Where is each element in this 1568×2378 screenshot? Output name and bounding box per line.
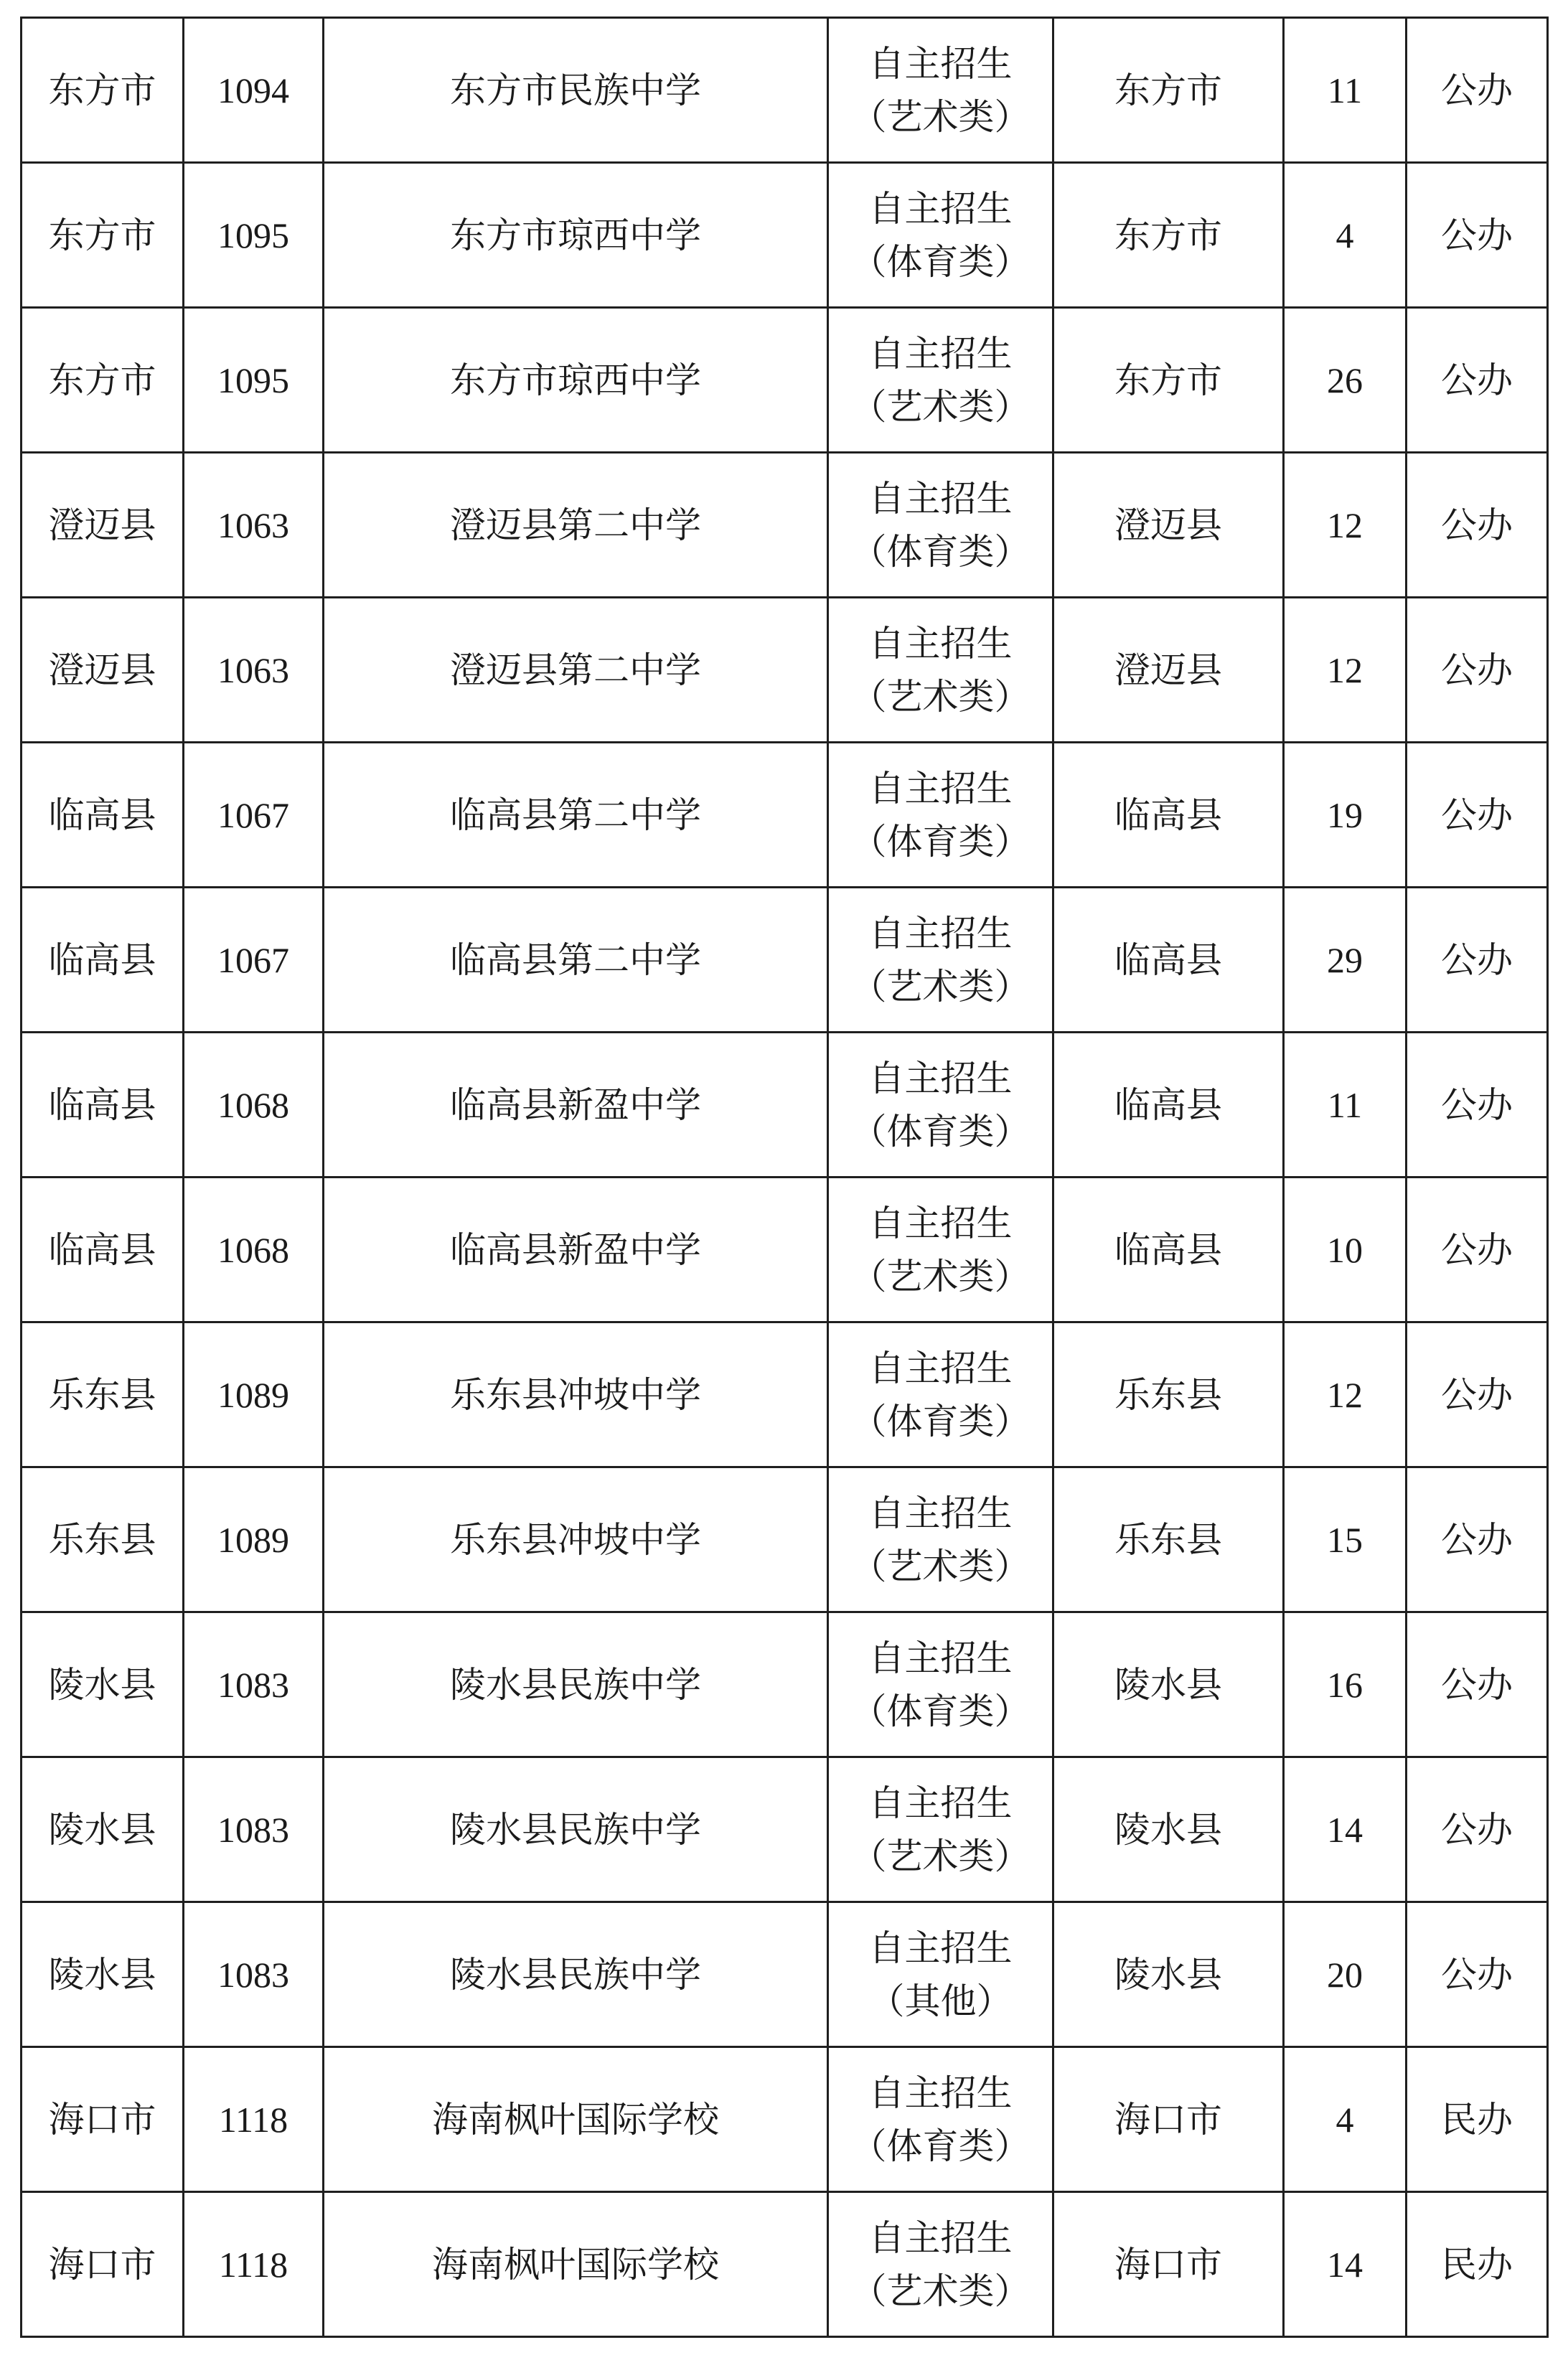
enrollment-area-cell: 乐东县 [1053, 1322, 1284, 1467]
enrollment-type-cell [828, 1467, 1053, 1612]
enrollment-type-line2: （艺术类） [850, 95, 1031, 138]
enrollment-type-cell [828, 1178, 1053, 1322]
plan-count-cell: 15 [1284, 1467, 1407, 1612]
enrollment-type-cell [828, 1322, 1053, 1467]
table-row [22, 1467, 1548, 1612]
school-nature-cell: 公办 [1407, 743, 1548, 888]
school-nature-cell: 公办 [1407, 1902, 1548, 2047]
enrollment-type-line2: （体育类） [850, 1690, 1031, 1732]
school-nature-cell: 公办 [1407, 1322, 1548, 1467]
enrollment-type-line1: 自主招生 [868, 1927, 1013, 1969]
enrollment-area-cell: 海口市 [1053, 2047, 1284, 2192]
school-name-cell: 东方市民族中学 [324, 18, 828, 163]
enrollment-type-line2: （体育类） [850, 2125, 1031, 2167]
enrollment-type-line1: 自主招生 [868, 2217, 1013, 2259]
plan-count-cell: 26 [1284, 308, 1407, 453]
school-code-cell: 1063 [184, 598, 324, 743]
enrollment-type-cell [828, 888, 1053, 1033]
school-nature-cell: 公办 [1407, 1033, 1548, 1178]
enrollment-type-line2: （艺术类） [850, 675, 1031, 718]
enrollment-type-line2: （其他） [868, 1980, 1013, 2022]
region-cell: 海口市 [22, 2192, 184, 2337]
school-name-cell: 东方市琼西中学 [324, 308, 828, 453]
enrollment-type-line2: （体育类） [850, 240, 1031, 283]
plan-count-cell: 11 [1284, 1033, 1407, 1178]
school-code-cell: 1089 [184, 1322, 324, 1467]
school-code-cell: 1067 [184, 743, 324, 888]
enrollment-type-cell [828, 2047, 1053, 2192]
school-nature-cell: 公办 [1407, 453, 1548, 598]
enrollment-area-cell: 临高县 [1053, 743, 1284, 888]
enrollment-area-cell: 陵水县 [1053, 1757, 1284, 1902]
enrollment-type-cell [828, 598, 1053, 743]
enrollment-type-cell [828, 743, 1053, 888]
enrollment-type-line2: （艺术类） [850, 1545, 1031, 1587]
table-row [22, 743, 1548, 888]
school-nature-cell: 民办 [1407, 2192, 1548, 2337]
region-cell: 临高县 [22, 1033, 184, 1178]
enrollment-area-cell: 东方市 [1053, 163, 1284, 308]
enrollment-area-cell: 临高县 [1053, 1178, 1284, 1322]
plan-count-cell: 12 [1284, 1322, 1407, 1467]
enrollment-type-line1: 自主招生 [868, 1202, 1013, 1244]
enrollment-type-line2: （艺术类） [850, 965, 1031, 1007]
enrollment-area-cell: 东方市 [1053, 308, 1284, 453]
table-body [22, 18, 1548, 2337]
enrollment-type-cell [828, 163, 1053, 308]
school-nature-cell: 公办 [1407, 308, 1548, 453]
table-row [22, 1612, 1548, 1757]
enrollment-type-cell [828, 18, 1053, 163]
school-nature-cell: 公办 [1407, 163, 1548, 308]
plan-count-cell: 29 [1284, 888, 1407, 1033]
region-cell: 澄迈县 [22, 598, 184, 743]
enrollment-type-line2: （体育类） [850, 1110, 1031, 1152]
school-name-cell: 陵水县民族中学 [324, 1612, 828, 1757]
region-cell: 乐东县 [22, 1467, 184, 1612]
enrollment-type-line2: （艺术类） [850, 1255, 1031, 1297]
region-cell: 临高县 [22, 743, 184, 888]
school-name-cell: 临高县第二中学 [324, 743, 828, 888]
enrollment-type-line1: 自主招生 [868, 187, 1013, 230]
table-row [22, 18, 1548, 163]
enrollment-type-line2: （体育类） [850, 820, 1031, 863]
school-name-cell: 东方市琼西中学 [324, 163, 828, 308]
school-code-cell: 1068 [184, 1033, 324, 1178]
enrollment-type-line1: 自主招生 [868, 1057, 1013, 1099]
enrollment-type-line1: 自主招生 [868, 767, 1013, 809]
enrollment-type-line1: 自主招生 [868, 622, 1013, 664]
school-code-cell: 1094 [184, 18, 324, 163]
plan-count-cell: 10 [1284, 1178, 1407, 1322]
enrollment-area-cell: 东方市 [1053, 18, 1284, 163]
enrollment-area-cell: 临高县 [1053, 888, 1284, 1033]
plan-count-cell: 19 [1284, 743, 1407, 888]
enrollment-type-line1: 自主招生 [868, 912, 1013, 954]
enrollment-type-line1: 自主招生 [868, 1637, 1013, 1679]
enrollment-type-line2: （艺术类） [850, 385, 1031, 428]
enrollment-type-line1: 自主招生 [868, 2072, 1013, 2114]
table-row [22, 1178, 1548, 1322]
school-code-cell: 1089 [184, 1467, 324, 1612]
enrollment-type-cell [828, 1612, 1053, 1757]
enrollment-type-line2: （体育类） [850, 530, 1031, 573]
enrollment-type-cell [828, 1033, 1053, 1178]
table-row [22, 163, 1548, 308]
region-cell: 临高县 [22, 1178, 184, 1322]
enrollment-area-cell: 陵水县 [1053, 1612, 1284, 1757]
table-row [22, 308, 1548, 453]
plan-count-cell: 20 [1284, 1902, 1407, 2047]
school-name-cell: 临高县第二中学 [324, 888, 828, 1033]
school-code-cell: 1083 [184, 1612, 324, 1757]
school-name-cell: 临高县新盈中学 [324, 1178, 828, 1322]
school-name-cell: 澄迈县第二中学 [324, 453, 828, 598]
enrollment-type-line1: 自主招生 [868, 1347, 1013, 1389]
region-cell: 陵水县 [22, 1902, 184, 2047]
enrollment-area-cell: 澄迈县 [1053, 598, 1284, 743]
table-row [22, 2047, 1548, 2192]
region-cell: 东方市 [22, 163, 184, 308]
school-nature-cell: 公办 [1407, 1178, 1548, 1322]
school-code-cell: 1095 [184, 308, 324, 453]
enrollment-area-cell: 海口市 [1053, 2192, 1284, 2337]
plan-count-cell: 12 [1284, 598, 1407, 743]
enrollment-type-cell [828, 1757, 1053, 1902]
school-name-cell: 澄迈县第二中学 [324, 598, 828, 743]
enrollment-table [20, 17, 1549, 2338]
enrollment-area-cell: 乐东县 [1053, 1467, 1284, 1612]
plan-count-cell: 11 [1284, 18, 1407, 163]
table-row [22, 1033, 1548, 1178]
school-nature-cell: 公办 [1407, 1467, 1548, 1612]
region-cell: 陵水县 [22, 1612, 184, 1757]
school-code-cell: 1063 [184, 453, 324, 598]
school-nature-cell: 公办 [1407, 888, 1548, 1033]
enrollment-type-line1: 自主招生 [868, 332, 1013, 375]
school-name-cell: 陵水县民族中学 [324, 1757, 828, 1902]
table-row [22, 2192, 1548, 2337]
table-row [22, 1902, 1548, 2047]
region-cell: 澄迈县 [22, 453, 184, 598]
plan-count-cell: 4 [1284, 163, 1407, 308]
school-nature-cell: 公办 [1407, 598, 1548, 743]
region-cell: 东方市 [22, 18, 184, 163]
region-cell: 东方市 [22, 308, 184, 453]
school-name-cell: 乐东县冲坡中学 [324, 1467, 828, 1612]
region-cell: 临高县 [22, 888, 184, 1033]
table-row [22, 1322, 1548, 1467]
school-name-cell: 海南枫叶国际学校 [324, 2047, 828, 2192]
table-row [22, 453, 1548, 598]
school-name-cell: 陵水县民族中学 [324, 1902, 828, 2047]
enrollment-type-cell [828, 308, 1053, 453]
school-code-cell: 1095 [184, 163, 324, 308]
table-row [22, 888, 1548, 1033]
enrollment-type-cell [828, 1902, 1053, 2047]
school-name-cell: 乐东县冲坡中学 [324, 1322, 828, 1467]
enrollment-type-line1: 自主招生 [868, 477, 1013, 520]
plan-count-cell: 16 [1284, 1612, 1407, 1757]
school-code-cell: 1118 [184, 2047, 324, 2192]
school-code-cell: 1083 [184, 1757, 324, 1902]
enrollment-area-cell: 临高县 [1053, 1033, 1284, 1178]
school-nature-cell: 公办 [1407, 1757, 1548, 1902]
school-code-cell: 1118 [184, 2192, 324, 2337]
school-code-cell: 1068 [184, 1178, 324, 1322]
plan-count-cell: 12 [1284, 453, 1407, 598]
enrollment-area-cell: 澄迈县 [1053, 453, 1284, 598]
school-code-cell: 1083 [184, 1902, 324, 2047]
school-code-cell: 1067 [184, 888, 324, 1033]
school-nature-cell: 公办 [1407, 18, 1548, 163]
enrollment-type-line2: （艺术类） [850, 2270, 1031, 2312]
region-cell: 海口市 [22, 2047, 184, 2192]
school-nature-cell: 民办 [1407, 2047, 1548, 2192]
enrollment-area-cell: 陵水县 [1053, 1902, 1284, 2047]
school-name-cell: 临高县新盈中学 [324, 1033, 828, 1178]
plan-count-cell: 14 [1284, 1757, 1407, 1902]
enrollment-type-line1: 自主招生 [868, 42, 1013, 85]
region-cell: 陵水县 [22, 1757, 184, 1902]
school-nature-cell: 公办 [1407, 1612, 1548, 1757]
enrollment-type-line1: 自主招生 [868, 1492, 1013, 1534]
table-row [22, 1757, 1548, 1902]
region-cell: 乐东县 [22, 1322, 184, 1467]
enrollment-type-cell [828, 453, 1053, 598]
enrollment-type-line2: （艺术类） [850, 1835, 1031, 1877]
plan-count-cell: 14 [1284, 2192, 1407, 2337]
enrollment-type-line2: （体育类） [850, 1400, 1031, 1442]
enrollment-type-line1: 自主招生 [868, 1782, 1013, 1824]
plan-count-cell: 4 [1284, 2047, 1407, 2192]
table-row [22, 598, 1548, 743]
enrollment-type-cell [828, 2192, 1053, 2337]
enrollment-table-page [20, 17, 1546, 2338]
school-name-cell: 海南枫叶国际学校 [324, 2192, 828, 2337]
